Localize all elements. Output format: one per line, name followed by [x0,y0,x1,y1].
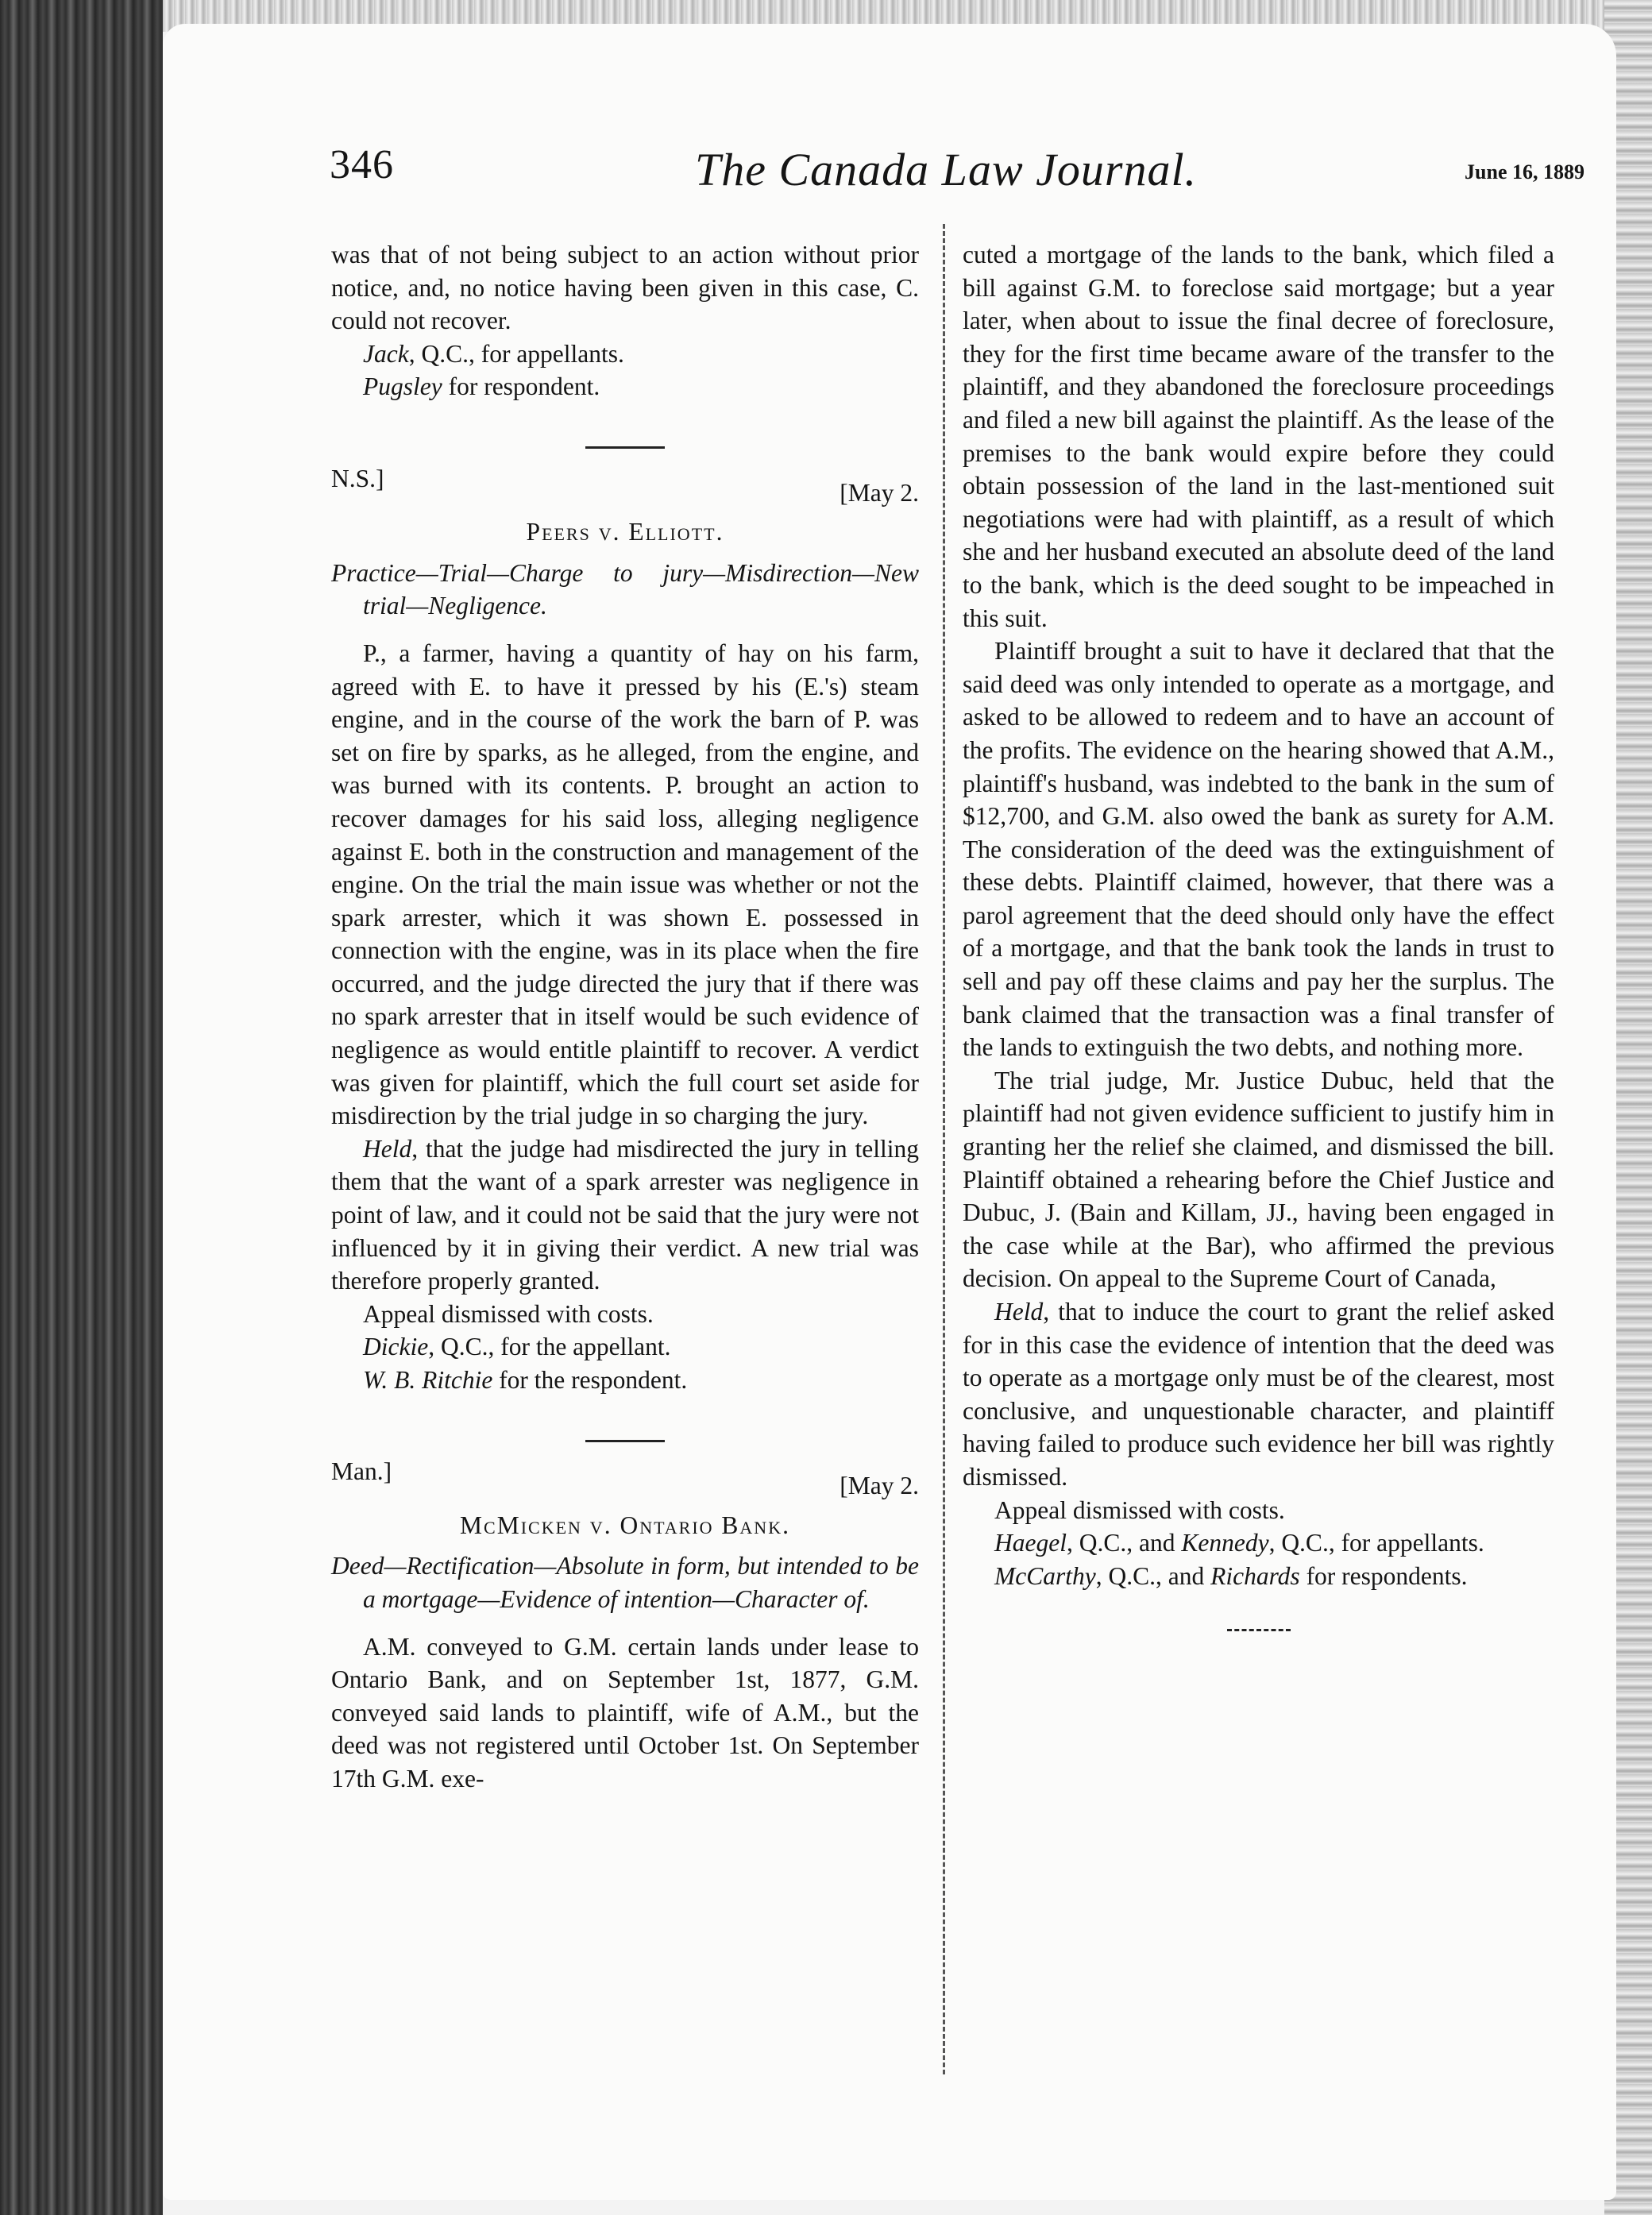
counsel-name: Dickie [363,1333,429,1361]
paragraph: cuted a mortgage of the lands to the bank, which filed a bill against G.M. to foreclose said mortgage; but a year later, when about to issue the final decree of foreclosure, they for the first time became aware of the transfer to the plaintiff, and they abandoned the foreclosure proceedings and filed a new bill against the plaintiff. As the lease of the premises to the bank would expire before they could obtain possession of the land in the last-mentioned suit negotiations were had with plaintiff, as a result of which she and her husband executed an absolute deed of the land to the bank, which is the deed sought to be impeached in this suit. [963,241,1554,632]
decision-date: [May 2. [840,478,919,507]
paragraph: The trial judge, Mr. Justice Dubuc, held that the plaintiff had not given evidence sufficient to justify him in granting her the relief she claimed, and dismissed the bill. Plaintiff obtained a rehearing before the Chief Justice and Dubuc, J. (Bain and Killam, JJ., having been engaged in the case while at the Bar), who affirmed the previous decision. On appeal to the Supreme Court of Canada, [963,1066,1554,1293]
counsel-name: W. B. Ritchie [363,1366,493,1394]
page-number: 346 [330,142,394,187]
headnote: Deed—Rectification—Absolute in form, but intended to be a mortgage—Evidence of intention—Character of. [331,1552,919,1613]
counsel-name: McCarthy [994,1561,1096,1590]
counsel-text: for the respondent. [492,1366,688,1394]
issue-date: June 16, 1889 [1465,160,1584,183]
column-divider [943,224,945,2074]
paragraph: P., a farmer, having a quantity of hay on his farm, agreed with E. to have it pressed by his (E.'s) steam engine, and in the course of the work the barn of P. was set on fire by sparks, as he alleged, from the engine, and was burned with its contents. P. brought an action to recover damages for his said loss, alleging negligence against E. both in the construction and management of the engine. On the trial the main issue was whether or not the spark arrester, which it was shown E. possessed in connection with the engine, was in its place when the fire occurred, and the judge directed the jury that if there was no spark arrester that in itself would be such evidence of negligence as would entitle plaintiff to recover. A verdict was given for plaintiff, which the full court set aside for misdirection by the trial judge in so charging the jury. [331,639,919,1130]
counsel-line [331,1364,919,1397]
held-word: Held [363,1134,412,1163]
counsel-name: Jack [363,339,409,368]
case-title: McMicken v. Ontario Bank. [460,1511,790,1539]
counsel-line [963,1560,1554,1593]
counsel-text: , Q.C., for appellants. [1268,1529,1484,1557]
section-rule [331,1418,919,1451]
counsel-name: Haegel [994,1529,1067,1557]
held-word: Held [994,1298,1044,1326]
counsel-text: , Q.C., for appellants. [408,339,624,368]
counsel-name: Pugsley [363,372,442,401]
court-line [331,462,919,510]
court-name: N.S.] [331,464,384,492]
counsel-line [331,370,919,403]
counsel-line [963,1526,1554,1560]
right-column [963,238,1554,1640]
case-title: Peers v. Elliott. [526,518,724,546]
paragraph: A.M. conveyed to G.M. certain lands under lease to Ontario Bank, and on September 1st, 1877, G.M. conveyed said lands to plaintiff, wife of A.M., but the deed was not registered until October 1st. On September 17th G.M. exe- [331,1632,919,1792]
held-paragraph [963,1295,1554,1494]
paragraph: Plaintiff brought a suit to have it declared that that the said deed was only intended to operate as a mortgage, and asked to be allowed to redeem and to have an account of the profits. The evidence on the hearing showed that A.M., plaintiff's husband, was indebted to the bank in the sum of $12,700, and G.M. also owed the bank as surety for A.M. The consideration of the deed was the extinguishment of these debts. Plaintiff claimed, however, that there was a parol agreement that the deed should only have the effect of a mortgage, and that the bank took the lands in trust to sell and pay off these claims and pay her the surplus. The bank claimed that the transaction was a final transfer of the lands to extinguish the two debts, and nothing more. [963,637,1554,1062]
counsel-line [331,1330,919,1364]
left-column [331,238,919,1796]
scan-binding-edge [0,0,163,2215]
disposition: Appeal dismissed with costs. [994,1495,1285,1524]
held-text: , that the judge had misdirected the jury in telling them that the want of a spark arrester was negligence in point of law, and it could not be said that the jury were not influenced by it in giving their verdict. A new trial was therefore properly granted. [331,1134,919,1295]
held-text: , that to induce the court to grant the relief asked for in this case the evidence of intention that the deed was to operate as a mortgage only must be of the clearest, most conclusive, and unquestionable character, and plaintiff having failed to produce such evidence her bill was rightly dismissed. [963,1298,1554,1491]
counsel-line [331,338,919,371]
page-header [330,141,1584,205]
journal-title: The Canada Law Journal. [695,144,1198,195]
disposition: Appeal dismissed with costs. [363,1299,654,1328]
paragraph: was that of not being subject to an action without prior notice, and, no notice having been given in this case, C. could not recover. [331,241,919,335]
held-paragraph [331,1133,919,1298]
court-name: Man.] [331,1457,392,1486]
counsel-name: Richards [1210,1561,1300,1590]
counsel-text: , Q.C., and [1095,1561,1211,1590]
section-rule [331,424,919,457]
counsel-text: , Q.C., for the appellant. [428,1333,671,1361]
decision-date: [May 2. [840,1472,919,1500]
counsel-text: , Q.C., and [1066,1529,1182,1557]
court-line [331,1455,919,1503]
headnote: Practice—Trial—Charge to jury—Misdirection—New trial—Negligence. [331,558,919,620]
counsel-text: for respondent. [442,372,600,401]
counsel-text: for respondents. [1299,1561,1468,1590]
counsel-name: Kennedy [1181,1529,1269,1557]
end-rule [963,1607,1554,1640]
